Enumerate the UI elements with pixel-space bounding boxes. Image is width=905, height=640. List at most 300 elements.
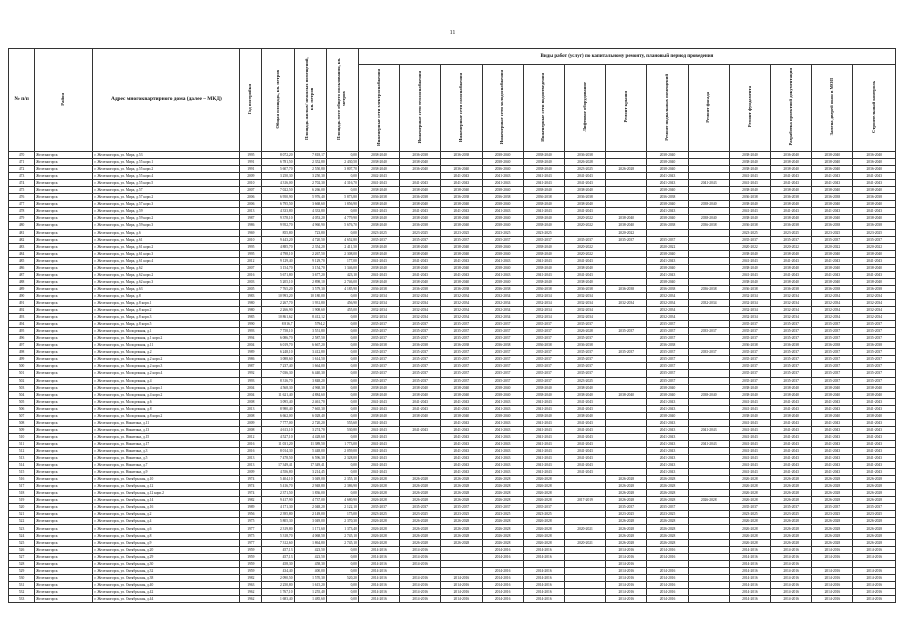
cell-address: г. Железногорск, ул. Никитина, д.11 <box>93 419 240 426</box>
cell-work-period: 2035-2037 <box>771 335 812 342</box>
cell-work-period: 2014-2016 <box>482 567 523 574</box>
cell-year: 1980 <box>240 299 262 306</box>
cell-address: г. Железногорск, ул. Мира, д.61 <box>93 236 240 243</box>
cell-work-period: 2020-2022 <box>564 250 605 257</box>
cell-work-period: 2026-2028 <box>441 483 482 490</box>
cell-work-period: 2041-2043 <box>771 462 812 469</box>
cell-work-period: 2026-2028 <box>482 476 523 483</box>
cell-work-period: 2038-2040 <box>400 159 441 166</box>
cell-work-period: 2041-2043 <box>564 469 605 476</box>
cell-common-area: 423,10 <box>326 271 358 278</box>
cell-work-period <box>523 560 564 567</box>
cell-year: 2013 <box>240 462 262 469</box>
cell-work-period: 2041-2043 <box>853 455 896 462</box>
cell-work-period: 2014-2016 <box>812 553 853 560</box>
cell-work-period: 2038-2040 <box>441 278 482 285</box>
cell-work-period <box>688 356 729 363</box>
cell-work-period <box>400 433 441 440</box>
cell-work-period: 2038-2040 <box>564 384 605 391</box>
cell-work-period: 2041-2043 <box>771 405 812 412</box>
cell-work-period: 2014-2016 <box>771 581 812 588</box>
table-row <box>9 314 896 321</box>
cell-district: Железногорск <box>35 377 93 384</box>
header-work-type: Инженерные сети электроснабжения <box>358 65 399 152</box>
cell-address: г. Железногорск, ул. Мира, д.61 корп.3 <box>93 250 240 257</box>
cell-work-period <box>688 581 729 588</box>
cell-work-period: 2036-2038 <box>729 342 770 349</box>
cell-address: г. Железногорск, ул. Молодежная, д.2 корп.3 <box>93 363 240 370</box>
cell-work-period: 2023-2025 <box>482 229 523 236</box>
cell-apartment-area: 2 720,20 <box>294 419 326 426</box>
cell-work-period: 2026-2028 <box>771 497 812 504</box>
cell-apartment-area: 2 149,00 <box>294 511 326 518</box>
table-row <box>9 412 896 419</box>
cell-work-period: 2026-2028 <box>729 497 770 504</box>
cell-work-period: 2014-2016 <box>523 581 564 588</box>
cell-work-period: 2014-2016 <box>358 546 399 553</box>
cell-work-period: 2035-2037 <box>812 236 853 243</box>
cell-work-period: 2036-2038 <box>358 285 399 292</box>
cell-work-period: 2032-2034 <box>400 314 441 321</box>
cell-num: 505 <box>9 398 35 405</box>
cell-work-period: 2041-2043 <box>647 440 688 447</box>
cell-work-period: 2041-2043 <box>564 180 605 187</box>
cell-address: г. Железногорск, ул. Октябрьская, д.40 <box>93 581 240 588</box>
cell-common-area: 2 411,50 <box>326 243 358 250</box>
cell-num: 486 <box>9 264 35 271</box>
cell-year: 1962 <box>240 588 262 595</box>
cell-total-area: 6 019,70 <box>262 342 294 349</box>
cell-work-period: 2035-2037 <box>523 328 564 335</box>
cell-work-period: 2035-2037 <box>853 363 896 370</box>
cell-work-period: 2041-2043 <box>523 455 564 462</box>
cell-apartment-area: 5794,2 <box>294 321 326 328</box>
cell-work-period: 2035-2037 <box>564 356 605 363</box>
cell-work-period: 2036-2038 <box>853 285 896 292</box>
cell-work-period: 2032-2034 <box>358 292 399 299</box>
cell-work-period: 2038-2040 <box>523 152 564 159</box>
cell-apartment-area: 1 908,60 <box>294 307 326 314</box>
cell-work-period: 2038-2040 <box>482 391 523 398</box>
cell-work-period: 2032-2034 <box>853 299 896 306</box>
cell-work-period: 2014-2016 <box>771 574 812 581</box>
cell-work-period: 2038-2040 <box>647 166 688 173</box>
cell-work-period: 2041-2043 <box>441 440 482 447</box>
cell-year: 2010 <box>240 236 262 243</box>
header-total-area: Общая площадь, кв. метров <box>262 49 294 152</box>
cell-work-period: 2035-2037 <box>771 377 812 384</box>
cell-total-area: 9 129,40 <box>262 257 294 264</box>
cell-work-period: 2014-2016 <box>400 581 441 588</box>
cell-district: Железногорск <box>35 440 93 447</box>
cell-work-period: 2026-2028 <box>647 518 688 525</box>
cell-work-period: 2026-2028 <box>729 476 770 483</box>
cell-address: г. Железногорск, ул. Мира, д.57 корп.2 <box>93 194 240 201</box>
cell-work-period: 2038-2040 <box>523 412 564 419</box>
cell-work-period: 2041-2043 <box>812 447 853 454</box>
cell-apartment-area: 4 053,20 <box>294 215 326 222</box>
cell-work-period: 2026-2028 <box>441 539 482 546</box>
cell-work-period <box>564 546 605 553</box>
cell-work-period: 2038-2040 <box>647 159 688 166</box>
cell-district: Железногорск <box>35 419 93 426</box>
cell-work-period: 2041-2043 <box>812 180 853 187</box>
cell-work-period <box>688 476 729 483</box>
cell-work-period: 2035-2037 <box>400 356 441 363</box>
cell-work-period: 2026-2028 <box>400 497 441 504</box>
cell-work-period <box>400 462 441 469</box>
table-row <box>9 152 896 159</box>
cell-num: 532 <box>9 588 35 595</box>
cell-address: г. Железногорск, ул. Молодежная, д.4 корп.2 <box>93 391 240 398</box>
cell-total-area: 5 416,70 <box>262 483 294 490</box>
cell-work-period: 2026-2028 <box>606 476 647 483</box>
cell-work-period: 2038-2040 <box>482 384 523 391</box>
cell-work-period: 2014-2016 <box>606 567 647 574</box>
cell-work-period: 2014-2016 <box>606 581 647 588</box>
cell-work-period: 2014-2016 <box>482 595 523 602</box>
cell-work-period: 2041-2043 <box>358 455 399 462</box>
cell-work-period: 2036-2038 <box>523 194 564 201</box>
cell-common-area: 0,00 <box>326 187 358 194</box>
cell-total-area: 7 237,40 <box>262 363 294 370</box>
cell-year: 1977 <box>240 539 262 546</box>
cell-work-period <box>606 173 647 180</box>
cell-year: 2007 <box>240 187 262 194</box>
cell-work-period: 2035-2037 <box>812 321 853 328</box>
cell-work-period <box>606 419 647 426</box>
cell-year: 1959 <box>240 553 262 560</box>
table-row <box>9 257 896 264</box>
capital-repair-table-wrapper <box>8 48 896 603</box>
cell-work-period: 2041-2043 <box>647 398 688 405</box>
cell-work-period: 2038-2040 <box>482 250 523 257</box>
cell-district: Железногорск <box>35 384 93 391</box>
cell-address: г. Железногорск, ул. Никитина, д.15 <box>93 433 240 440</box>
table-row <box>9 546 896 553</box>
cell-work-period: 2014-2016 <box>523 595 564 602</box>
cell-work-period: 2026-2028 <box>482 483 523 490</box>
cell-num: 524 <box>9 532 35 539</box>
cell-work-period: 2041-2043 <box>482 440 523 447</box>
cell-work-period: 2014-2016 <box>812 574 853 581</box>
cell-work-period: 2041-2043 <box>482 257 523 264</box>
table-row <box>9 363 896 370</box>
cell-apartment-area: 3 668,60 <box>294 201 326 208</box>
cell-work-period: 2026-2028 <box>482 518 523 525</box>
header-work-type: Инженерные сети водоотведения <box>523 65 564 152</box>
cell-common-area: 0,00 <box>326 152 358 159</box>
cell-work-period <box>606 194 647 201</box>
cell-work-period: 2038-2040 <box>482 187 523 194</box>
cell-work-period: 2035-2037 <box>853 236 896 243</box>
cell-apartment-area: 3 274,70 <box>294 426 326 433</box>
table-row <box>9 264 896 271</box>
cell-work-period: 2026-2028 <box>358 483 399 490</box>
cell-work-period: 2036-2038 <box>647 285 688 292</box>
cell-common-area: 5 873,80 <box>326 194 358 201</box>
cell-work-period: 2036-2040 <box>853 166 896 173</box>
cell-work-period: 2038-2040 <box>771 166 812 173</box>
cell-district: Железногорск <box>35 229 93 236</box>
cell-total-area: 6 950,90 <box>262 194 294 201</box>
cell-work-period: 2041-2043 <box>647 173 688 180</box>
cell-work-period: 2020-2021 <box>564 539 605 546</box>
cell-work-period: 2041-2043 <box>358 271 399 278</box>
cell-total-area: 7 022,50 <box>262 187 294 194</box>
cell-year: 1982 <box>240 497 262 504</box>
header-address: Адрес многоквартирного дома (далее – МКД) <box>93 49 240 152</box>
cell-year: 2006 <box>240 194 262 201</box>
cell-total-area: 2 266,90 <box>262 307 294 314</box>
cell-total-area: 7 036,30 <box>262 370 294 377</box>
cell-work-period: 2041-2043 <box>523 405 564 412</box>
cell-work-period: 2014-2016 <box>729 581 770 588</box>
cell-work-period <box>688 419 729 426</box>
cell-work-period: 2038-2040 <box>441 412 482 419</box>
cell-work-period: 2035-2037 <box>358 335 399 342</box>
cell-work-period: 2035-2037 <box>441 363 482 370</box>
cell-work-period: 2032-2034 <box>853 314 896 321</box>
cell-work-period: 2041-2043 <box>812 433 853 440</box>
cell-work-period: 2041-2043 <box>400 208 441 215</box>
cell-work-period: 2038-2040 <box>729 159 770 166</box>
cell-district: Железногорск <box>35 405 93 412</box>
cell-work-period: 2020-2022 <box>606 229 647 236</box>
cell-work-period: 2035-2037 <box>647 356 688 363</box>
cell-work-period: 2014-2016 <box>729 588 770 595</box>
cell-work-period: 2038-2040 <box>853 412 896 419</box>
cell-work-period <box>688 173 729 180</box>
cell-apartment-area: 1 485,60 <box>294 595 326 602</box>
cell-apartment-area: 1 864,80 <box>294 539 326 546</box>
cell-work-period: 2017-2019 <box>564 497 605 504</box>
cell-work-period: 2023-2025 <box>564 377 605 384</box>
cell-num: 510 <box>9 433 35 440</box>
cell-apartment-area: 3 154,70 <box>294 264 326 271</box>
table-row <box>9 588 896 595</box>
cell-work-period <box>400 419 441 426</box>
cell-work-period: 2041-2043 <box>771 455 812 462</box>
cell-work-period: 2041-2043 <box>441 173 482 180</box>
cell-apartment-area: 4 884,60 <box>294 391 326 398</box>
cell-work-period: 2041-2043 <box>771 447 812 454</box>
cell-common-area: 0,00 <box>326 335 358 342</box>
cell-work-period: 2035-2037 <box>771 363 812 370</box>
cell-work-period <box>688 455 729 462</box>
cell-work-period: 2035-2037 <box>729 370 770 377</box>
cell-work-period: 2014-2016 <box>853 546 896 553</box>
cell-work-period: 2041-2043 <box>729 440 770 447</box>
cell-address: г. Железногорск, ул. Мира, д.6 <box>93 229 240 236</box>
cell-work-period: 2023-2025 <box>729 511 770 518</box>
cell-common-area: 4 779,90 <box>326 215 358 222</box>
cell-work-period <box>688 405 729 412</box>
cell-address: г. Железногорск, ул. Мира, д.63 <box>93 285 240 292</box>
cell-num: 490 <box>9 292 35 299</box>
cell-year: 1989 <box>240 349 262 356</box>
cell-address: г. Железногорск, ул. Октябрьская, д.16 <box>93 504 240 511</box>
cell-year: 2009 <box>240 173 262 180</box>
cell-work-period <box>606 208 647 215</box>
cell-num: 507 <box>9 412 35 419</box>
cell-district: Железногорск <box>35 222 93 229</box>
cell-work-period: 2035-2037 <box>647 321 688 328</box>
cell-work-period: 2032-2034 <box>606 299 647 306</box>
cell-apartment-area: 423,50 <box>294 553 326 560</box>
cell-work-period: 2026-2028 <box>606 166 647 173</box>
cell-work-period: 2041-2043 <box>564 447 605 454</box>
cell-district: Железногорск <box>35 292 93 299</box>
cell-district: Железногорск <box>35 511 93 518</box>
cell-work-period: 2026-2028 <box>729 539 770 546</box>
cell-work-period: 2014-2016 <box>358 574 399 581</box>
cell-work-period: 2038-2040 <box>400 278 441 285</box>
cell-work-period <box>688 462 729 469</box>
cell-work-period: 2014-2016 <box>812 595 853 602</box>
cell-common-area: 2 430,50 <box>326 159 358 166</box>
cell-work-period: 2038-2040 <box>729 391 770 398</box>
cell-work-period: 2041-2043 <box>441 398 482 405</box>
cell-work-period: 2041-2043 <box>647 455 688 462</box>
cell-work-period: 2014-2016 <box>441 581 482 588</box>
cell-work-period: 2041-2043 <box>853 469 896 476</box>
cell-work-period: 2038-2040 <box>358 243 399 250</box>
cell-year: 1959 <box>240 560 262 567</box>
cell-address: г. Железногорск, ул. Мира, д.55 корп.2 <box>93 166 240 173</box>
cell-year: 1995 <box>240 243 262 250</box>
cell-work-period <box>606 363 647 370</box>
cell-work-period: 2038-2040 <box>647 278 688 285</box>
cell-work-period: 2014-2016 <box>771 560 812 567</box>
cell-work-period: 2026-2028 <box>647 490 688 497</box>
cell-work-period: 2032-2034 <box>482 292 523 299</box>
cell-work-period: 2041-2043 <box>482 173 523 180</box>
cell-work-period: 2023-2025 <box>400 511 441 518</box>
cell-work-period: 2032-2034 <box>482 299 523 306</box>
cell-work-period: 2036-2038 <box>812 194 853 201</box>
cell-work-period: 2014-2016 <box>358 560 399 567</box>
cell-work-period <box>606 307 647 314</box>
cell-work-period: 2035-2037 <box>441 356 482 363</box>
cell-work-period: 2026-2028 <box>812 490 853 497</box>
cell-address: г. Железногорск, ул. Октябрьская, д.9 <box>93 539 240 546</box>
cell-work-period: 2038-2040 <box>358 152 399 159</box>
cell-common-area: 4 680,90 <box>326 497 358 504</box>
cell-district: Железногорск <box>35 504 93 511</box>
cell-year: 2004 <box>240 342 262 349</box>
cell-work-period: 2036-2038 <box>812 285 853 292</box>
cell-work-period: 2032-2034 <box>853 307 896 314</box>
cell-work-period: 2014-2016 <box>400 574 441 581</box>
cell-work-period: 2038-2040 <box>606 215 647 222</box>
cell-work-period: 2035-2037 <box>400 370 441 377</box>
table-row <box>9 292 896 299</box>
table-row <box>9 236 896 243</box>
cell-work-period: 2035-2037 <box>606 236 647 243</box>
table-row <box>9 462 896 469</box>
cell-total-area: 6 662,00 <box>262 412 294 419</box>
cell-work-period: 2038-2040 <box>523 201 564 208</box>
cell-work-period: 2014-2016 <box>606 546 647 553</box>
cell-address: г. Железногорск, ул. Мира, д.62 корп.2 <box>93 271 240 278</box>
cell-work-period: 2038-2040 <box>441 250 482 257</box>
cell-work-period <box>688 314 729 321</box>
cell-address: г. Железногорск, ул. Мира, д.57 <box>93 187 240 194</box>
cell-work-period: 2041-2043 <box>771 398 812 405</box>
table-row <box>9 391 896 398</box>
cell-work-period: 2035-2037 <box>729 504 770 511</box>
cell-work-period: 2041-2043 <box>853 433 896 440</box>
cell-work-period: 2036-2038 <box>523 285 564 292</box>
cell-work-period: 2035-2037 <box>853 370 896 377</box>
table-row <box>9 574 896 581</box>
cell-num: 515 <box>9 469 35 476</box>
cell-num: 516 <box>9 476 35 483</box>
cell-district: Железногорск <box>35 264 93 271</box>
cell-district: Железногорск <box>35 299 93 306</box>
table-row <box>9 285 896 292</box>
cell-work-period: 2035-2037 <box>853 328 896 335</box>
cell-num: 501 <box>9 370 35 377</box>
cell-work-period: 2032-2034 <box>771 292 812 299</box>
table-row <box>9 469 896 476</box>
cell-work-period: 2032-2034 <box>812 299 853 306</box>
cell-work-period <box>400 567 441 574</box>
cell-year: 1983 <box>240 292 262 299</box>
cell-total-area: 6 086,70 <box>262 335 294 342</box>
cell-work-period: 2036-2038 <box>400 342 441 349</box>
cell-work-period: 2014-2016 <box>400 595 441 602</box>
cell-work-period: 2041-2043 <box>647 447 688 454</box>
cell-total-area: 6 781,50 <box>262 159 294 166</box>
cell-work-period: 2038-2040 <box>400 215 441 222</box>
cell-work-period: 2041-2043 <box>358 433 399 440</box>
cell-work-period: 2035-2037 <box>400 328 441 335</box>
cell-work-period <box>688 271 729 278</box>
cell-work-period: 2035-2037 <box>482 335 523 342</box>
cell-total-area: 7 758,10 <box>262 328 294 335</box>
cell-year: 1990 <box>240 321 262 328</box>
cell-work-period <box>606 440 647 447</box>
cell-total-area: 4 568,30 <box>262 384 294 391</box>
cell-work-period: 2038-2040 <box>812 384 853 391</box>
cell-work-period: 2038-2040 <box>400 384 441 391</box>
cell-total-area: 3 250,30 <box>262 173 294 180</box>
cell-work-period <box>688 166 729 173</box>
cell-work-period: 2041-2043 <box>482 455 523 462</box>
cell-work-period: 2041-2043 <box>358 405 399 412</box>
cell-work-period: 2041-2043 <box>853 271 896 278</box>
cell-work-period: 2041-2043 <box>771 426 812 433</box>
cell-work-period: 2038-2040 <box>358 215 399 222</box>
table-row <box>9 194 896 201</box>
cell-work-period: 2035-2037 <box>812 328 853 335</box>
cell-work-period: 2041-2043 <box>729 271 770 278</box>
cell-work-period: 2032-2034 <box>647 299 688 306</box>
cell-work-period: 2014-2016 <box>771 595 812 602</box>
cell-work-period: 2014-2016 <box>358 595 399 602</box>
header-work-type: Инженерные сети теплоснабжения <box>400 65 441 152</box>
cell-common-area: 456,90 <box>326 299 358 306</box>
cell-work-period: 2026-2028 <box>729 490 770 497</box>
cell-work-period <box>688 595 729 602</box>
cell-common-area: 4 185,90 <box>326 285 358 292</box>
cell-work-period <box>688 490 729 497</box>
cell-total-area: 2 267,70 <box>262 299 294 306</box>
cell-work-period: 2038-2040 <box>647 384 688 391</box>
cell-work-period <box>564 553 605 560</box>
